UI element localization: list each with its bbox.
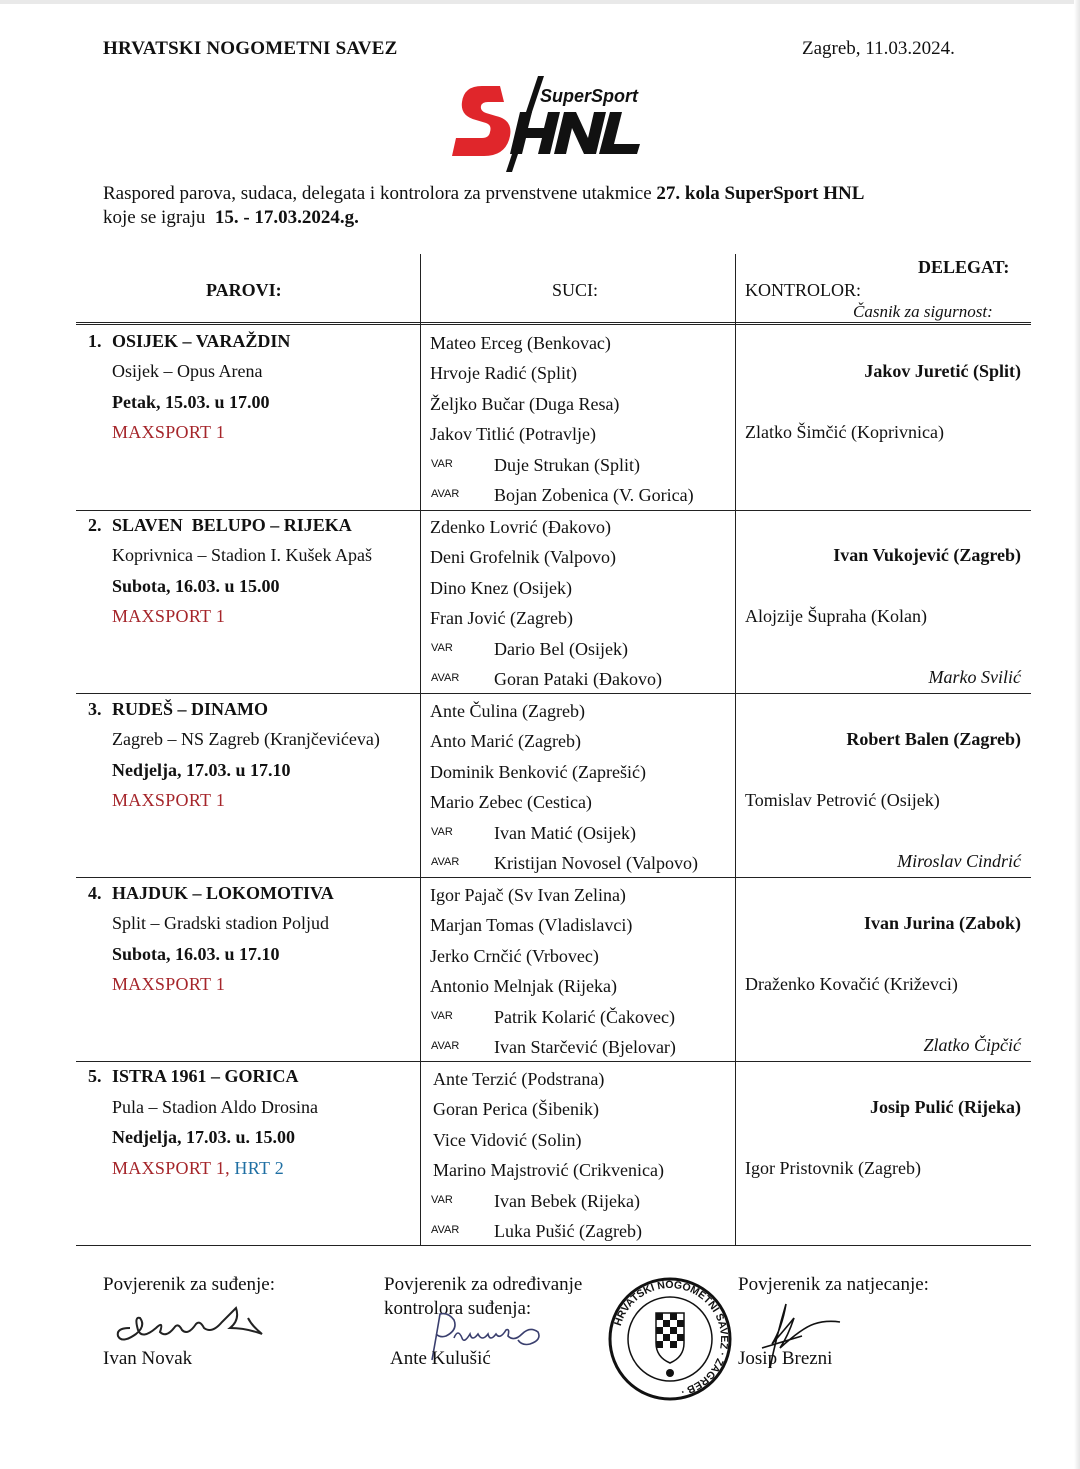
column-header-casnik: Časnik za sigurnost: [853, 302, 993, 321]
security-officer: Miroslav Cindrić [897, 851, 1021, 871]
avar-tag: AVAR [431, 1224, 460, 1236]
match-number: 3. [88, 699, 102, 719]
match-number: 1. [88, 331, 102, 351]
match-venue: Pula – Stadion Aldo Drosina [112, 1097, 318, 1117]
delegate: Ivan Vukojević (Zagreb) [833, 545, 1021, 565]
controller: Zlatko Šimčić (Koprivnica) [745, 422, 944, 442]
intro-text-1: Raspored parova, sudaca, delegata i kontrolora za prvenstvene utakmice [103, 183, 652, 204]
avar-tag: AVAR [431, 856, 460, 868]
avar-tag: AVAR [431, 1040, 460, 1052]
referee: Ante Čulina (Zagreb) [430, 701, 585, 721]
match-teams: HAJDUK – LOKOMOTIVA [112, 883, 334, 903]
security-officer: Marko Svilić [928, 667, 1021, 687]
intro-dates: 15. - 17.03.2024.g. [214, 207, 359, 228]
var-referee: Dario Bel (Osijek) [494, 639, 628, 659]
match-teams: SLAVEN BELUPO – RIJEKA [112, 515, 352, 535]
match-broadcasters [112, 1158, 284, 1179]
var-tag: VAR [431, 826, 453, 838]
column-header-suci: SUCI: [552, 280, 599, 300]
supersport-hnl-logo [452, 72, 662, 172]
hns-official-stamp [608, 1277, 732, 1401]
match-teams: ISTRA 1961 – GORICA [112, 1066, 299, 1086]
column-header-parovi: PAROVI: [206, 280, 282, 300]
signature-label-competition: Povjerenik za natjecanje: [738, 1274, 929, 1295]
signatory-name-controllers: Ante Kulušić [390, 1348, 491, 1369]
avar-tag: AVAR [431, 672, 460, 684]
match-teams: RUDEŠ – DINAMO [112, 699, 269, 719]
delegate: Ivan Jurina (Zabok) [863, 913, 1021, 933]
controller: Tomislav Petrović (Osijek) [745, 790, 940, 810]
header-rule [76, 322, 1031, 325]
page-right-edge [1074, 0, 1080, 1469]
match-venue: Split – Gradski stadion Poljud [112, 913, 330, 933]
intro-paragraph [103, 182, 1008, 230]
var-referee: Ivan Bebek (Rijeka) [494, 1191, 640, 1211]
controller: Alojzije Šupraha (Kolan) [745, 606, 927, 626]
signatory-name-refereeing: Ivan Novak [103, 1348, 193, 1369]
svg-text:HRVATSKI NOGOMETNI SAVEZ · ZAG: HRVATSKI NOGOMETNI SAVEZ · ZAGREB · [611, 1278, 731, 1398]
referee: Mario Zebec (Cestica) [430, 792, 592, 812]
table-divider-2 [735, 254, 736, 1246]
controller: Draženko Kovačić (Križevci) [745, 974, 958, 994]
signature-ivan-novak [112, 1298, 272, 1346]
referee: Jakov Titlić (Potravlje) [430, 424, 596, 444]
avar-referee: Ivan Starčević (Bjelovar) [494, 1037, 676, 1057]
referee: Mateo Erceg (Benkovac) [430, 333, 611, 353]
match-broadcaster-2: HRT 2 [234, 1158, 285, 1178]
var-referee: Duje Strukan (Split) [494, 455, 640, 475]
organization-name: HRVATSKI NOGOMETNI SAVEZ [103, 38, 398, 59]
avar-referee: Luka Pušić (Zagreb) [494, 1221, 642, 1241]
match-number: 4. [88, 883, 102, 903]
svg-text:SuperSport: SuperSport [540, 86, 639, 106]
var-tag: VAR [431, 1194, 453, 1206]
match-venue: Osijek – Opus Arena [112, 361, 263, 381]
var-tag: VAR [431, 1010, 453, 1022]
match-broadcaster: MAXSPORT 1, [112, 1158, 230, 1178]
controller: Igor Pristovnik (Zagreb) [745, 1158, 921, 1178]
table-bottom-rule [76, 1245, 1031, 1246]
avar-referee: Kristijan Novosel (Valpovo) [494, 853, 698, 873]
var-tag: VAR [431, 458, 453, 470]
var-tag: VAR [431, 642, 453, 654]
match-venue: Koprivnica – Stadion I. Kušek Apaš [112, 545, 372, 565]
match-teams: OSIJEK – VARAŽDIN [112, 331, 291, 351]
security-officer: Zlatko Čipčić [923, 1035, 1021, 1055]
referee: Hrvoje Radić (Split) [430, 363, 577, 383]
match-venue: Zagreb – NS Zagreb (Kranjčevićeva) [112, 729, 380, 749]
delegate: Jakov Juretić (Split) [864, 361, 1021, 381]
signature-label-controllers-line1: Povjerenik za određivanje [384, 1274, 583, 1295]
row-rule-2 [76, 693, 1031, 694]
match-time: Subota, 16.03. u 17.10 [112, 944, 280, 964]
match-number: 5. [88, 1066, 102, 1086]
signature-label-controllers-line2: kontrolora suđenja: [384, 1298, 532, 1319]
row-rule-3 [76, 877, 1031, 878]
match-broadcaster: MAXSPORT 1 [112, 974, 226, 994]
referee: Dominik Benković (Zaprešić) [430, 762, 646, 782]
referee: Antonio Melnjak (Rijeka) [430, 976, 617, 996]
var-referee: Ivan Matić (Osijek) [494, 823, 636, 843]
delegate: Robert Balen (Zagreb) [846, 729, 1021, 749]
referee: Jerko Crnčić (Vrbovec) [430, 946, 599, 966]
referee: Marino Majstrović (Crikvenica) [433, 1160, 664, 1180]
referee: Ante Terzić (Podstrana) [433, 1069, 605, 1089]
referee: Dino Knez (Osijek) [430, 578, 572, 598]
match-time: Subota, 16.03. u 15.00 [112, 576, 280, 596]
avar-referee: Bojan Zobenica (V. Gorica) [494, 485, 694, 505]
page-top-edge [0, 0, 1080, 4]
referee: Vice Vidović (Solin) [433, 1130, 582, 1150]
referee: Goran Perica (Šibenik) [433, 1099, 599, 1119]
match-time: Nedjelja, 17.03. u. 15.00 [112, 1127, 295, 1147]
referee: Deni Grofelnik (Valpovo) [430, 547, 616, 567]
referee: Anto Marić (Zagreb) [430, 731, 581, 751]
row-rule-1 [76, 510, 1031, 511]
signature-label-refereeing: Povjerenik za suđenje: [103, 1274, 276, 1295]
table-divider-1 [420, 254, 421, 1246]
match-time: Petak, 15.03. u 17.00 [112, 392, 270, 412]
column-header-kontrolor: KONTROLOR: [745, 280, 861, 300]
avar-referee: Goran Pataki (Đakovo) [494, 669, 662, 689]
referee: Marjan Tomas (Vladislavci) [430, 915, 633, 935]
match-broadcaster: MAXSPORT 1 [112, 790, 226, 810]
match-number: 2. [88, 515, 102, 535]
avar-tag: AVAR [431, 488, 460, 500]
referee: Igor Pajač (Sv Ivan Zelina) [430, 885, 626, 905]
intro-text-2: koje se igraju [103, 207, 206, 228]
match-broadcaster: MAXSPORT 1 [112, 422, 226, 442]
delegate: Josip Pulić (Rijeka) [870, 1097, 1021, 1117]
column-header-delegat: DELEGAT: [918, 257, 1010, 277]
signatory-name-competition: Josip Brezni [738, 1348, 833, 1369]
intro-round: 27. kola SuperSport HNL [656, 183, 865, 204]
var-referee: Patrik Kolarić (Čakovec) [494, 1007, 675, 1027]
referee: Zdenko Lovrić (Đakovo) [430, 517, 611, 537]
document-date: Zagreb, 11.03.2024. [802, 38, 955, 59]
match-time: Nedjelja, 17.03. u 17.10 [112, 760, 291, 780]
match-broadcaster: MAXSPORT 1 [112, 606, 226, 626]
referee: Željko Bučar (Duga Resa) [430, 394, 620, 414]
referee: Fran Jović (Zagreb) [430, 608, 573, 628]
row-rule-4 [76, 1061, 1031, 1062]
